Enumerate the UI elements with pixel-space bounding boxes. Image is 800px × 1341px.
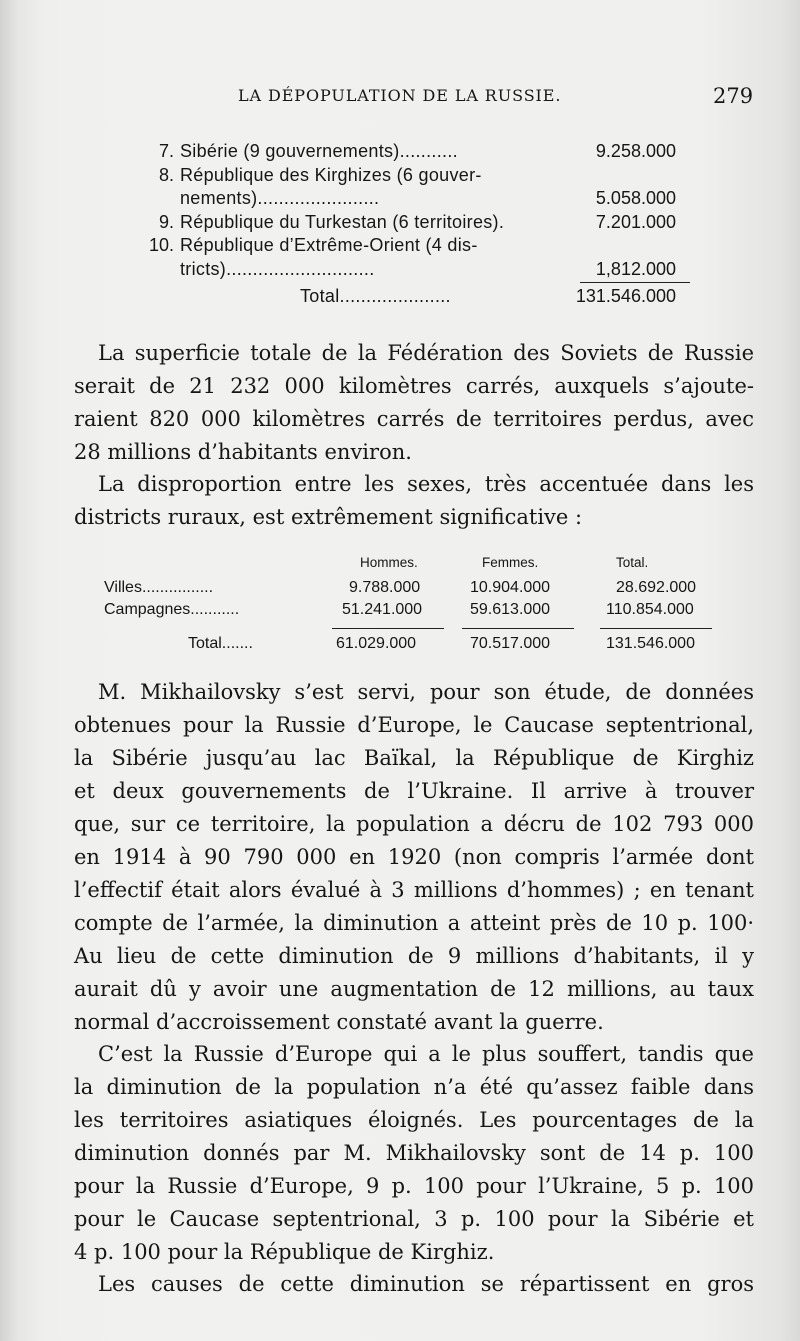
list-item: 8. République des Kirghizes (6 gouver- xyxy=(158,164,482,185)
column-rule xyxy=(600,628,712,629)
column-rule xyxy=(462,628,574,629)
table-total-row: Total....... 61.029.000 70.517.000 131.546.000 xyxy=(188,635,695,652)
paragraph-mikhailovsky-study: M. Mikhailovsky s’est servi, pour son étude, de données obtenues pour la Russie d’Europe, le Caucase septentrional, la Sibérie jusqu’au lac Baïkal, la République de Kirghiz et deux gouvernements de l’Ukraine. Il arrive à trouver que, sur ce territoire, la population a décru de 102 793 000 en 1914 à 90 790 000 en 1920 (non compris l’armée dont l’effectif était alors évalué à 3 millions d’hommes) ; en tenant compte de l’armée, la diminution a atteint près de 10 p. 100· Au lieu de cette diminution de 9 millions d’habitants, il y aurait dû y avoir une augmentation de 12 millions, au taux normal d’accroissement constaté avant la guerre. xyxy=(74,680,754,1034)
table-row: Campagnes........... 51.241.000 59.613.000 110.854.000 xyxy=(104,601,694,618)
column-rule xyxy=(332,628,444,629)
list-item: 7. Sibérie (9 gouvernements)........... 9.258.000 xyxy=(158,141,676,161)
paragraph-causes: Les causes de cette diminution se répartissent en gros xyxy=(98,1272,754,1296)
list-item-continuation: nements)....................... 5.058.000 xyxy=(180,188,676,208)
list-item: 9. République du Turkestan (6 territoires). 7.201.000 xyxy=(158,211,676,232)
paragraph-surface: La superficie totale de la Fédération des Soviets de Russie serait de 21 232 000 kilomètres carrés, auxquels s’ajoute- raient 820 000 kilomètres carrés de territoires perdus, avec 28 millions d’habitants environ. xyxy=(74,341,754,464)
territory-population-list xyxy=(150,140,690,309)
column-header: Femmes. xyxy=(482,555,539,570)
list-item-continuation: tricts)............................ 1,812.000 xyxy=(180,258,676,279)
running-title: LA DÉPOPULATION DE LA RUSSIE. xyxy=(238,86,562,105)
page-header xyxy=(0,86,800,116)
list-total-row: Total..................... 131.546.000 xyxy=(300,286,676,306)
paragraph-regional-decline: C’est la Russie d’Europe qui a le plus souffert, tandis que la diminution de la population n’a été qu’assez faible dans les territoires asiatiques éloignés. Les pourcentages de la diminution donnés par M. Mikhailovsky sont de 14 p. 100 pour la Russie d’Europe, 9 p. 100 pour l’Ukraine, 5 p. 100 pour le Caucase septentrional, 3 p. 100 pour la Sibérie et 4 p. 100 pour la République de Kirghiz. xyxy=(74,1042,754,1264)
table-row: Villes................ 9.788.000 10.904.000 28.692.000 xyxy=(104,579,697,596)
page-number: 279 xyxy=(713,84,754,108)
list-item: 10. République d’Extrême-Orient (4 dis- xyxy=(148,235,478,255)
column-header: Total. xyxy=(616,555,649,570)
column-header: Hommes. xyxy=(360,555,418,570)
paragraph-sex-disproportion: La disproportion entre les sexes, très accentuée dans les districts ruraux, est extrêmement significative : xyxy=(74,472,754,529)
